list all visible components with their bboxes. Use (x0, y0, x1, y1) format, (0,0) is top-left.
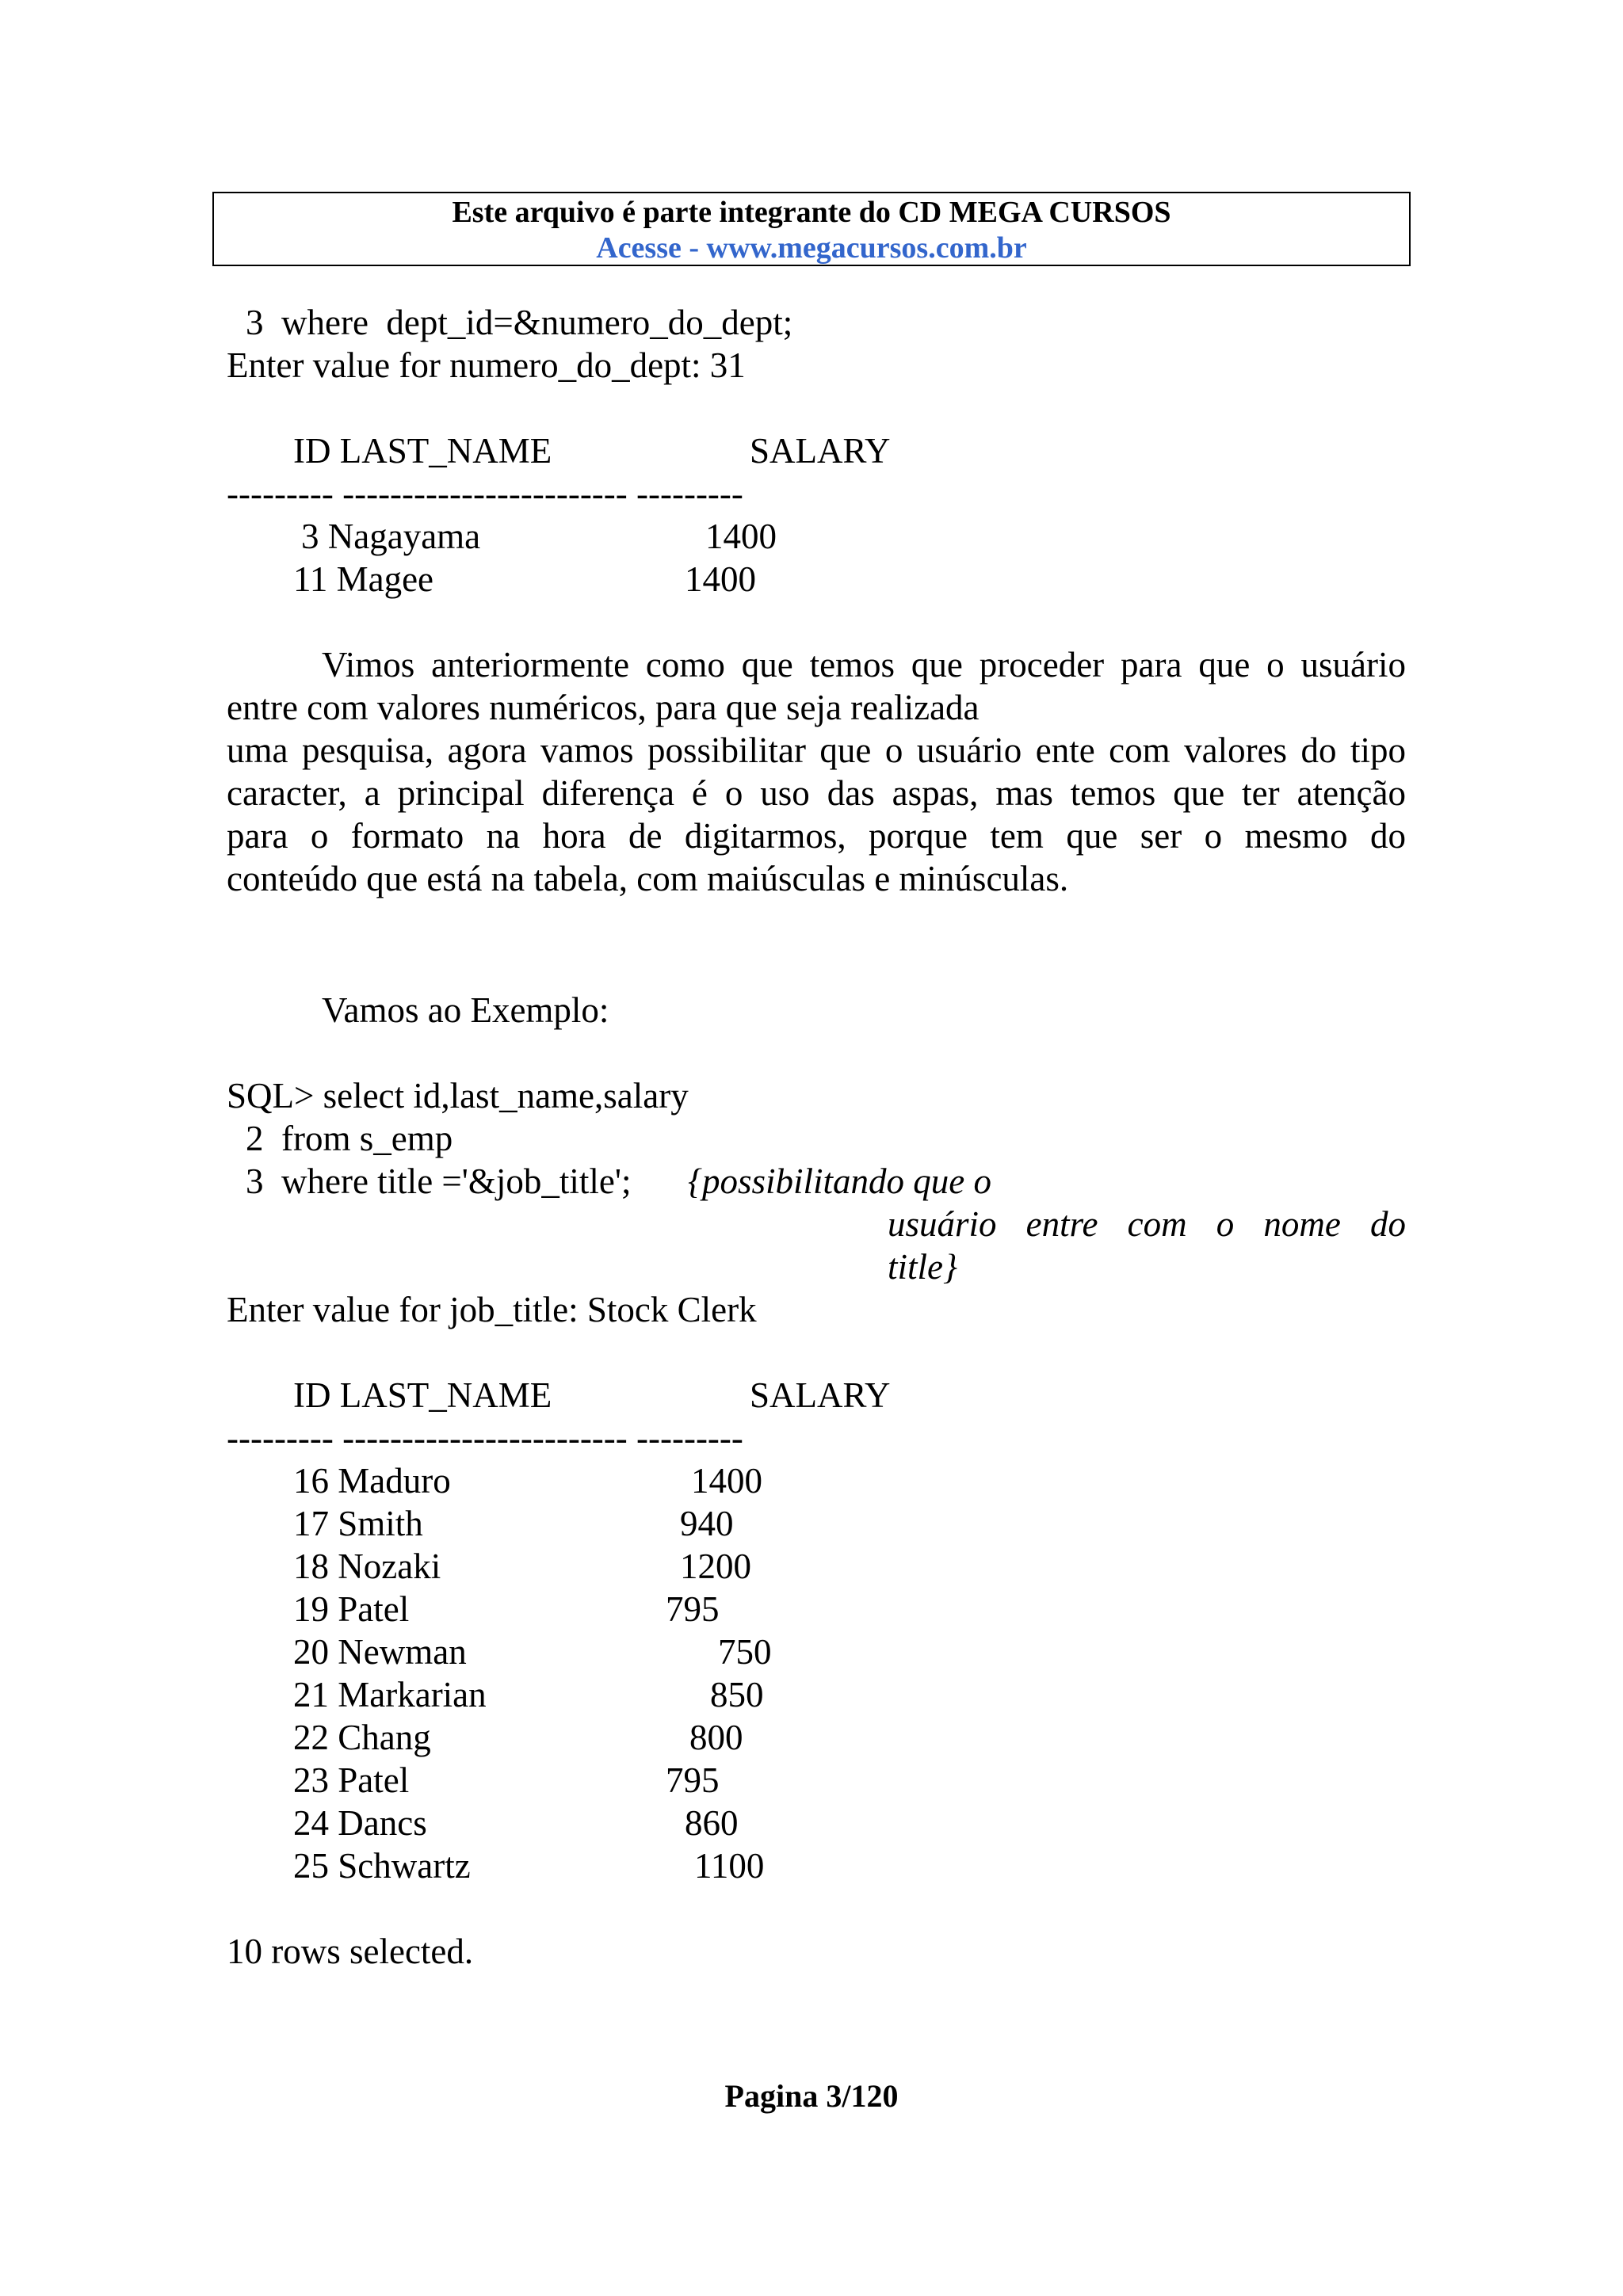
header-title: Este arquivo é parte integrante do CD MEGA CURSOS (452, 196, 1171, 229)
query1-line3: 3 where dept_id=&numero_do_dept; (246, 303, 793, 342)
example-title: Vamos ao Exemplo: (322, 990, 609, 1030)
table-row-salary: 860 (685, 1803, 739, 1843)
table-row-name: 23 Patel (293, 1760, 410, 1800)
table-row-name: 16 Maduro (293, 1461, 451, 1501)
table-row-name: 19 Patel (293, 1589, 410, 1629)
paragraph-line: para o formato na hora de digitarmos, porque tem que ser o mesmo do (227, 816, 1406, 856)
table-row-name: 11 Magee (293, 559, 434, 599)
paragraph-line: entre com valores numéricos, para que seja realizada (227, 688, 980, 727)
table-row-salary: 1200 (680, 1547, 751, 1586)
query2-comment (888, 1203, 1406, 1288)
table-row-name: 24 Dancs (293, 1803, 427, 1843)
table-row-name: 22 Chang (293, 1718, 431, 1757)
query2-line2: 2 from s_emp (246, 1119, 453, 1158)
rows-selected-text: 10 rows selected. (227, 1932, 474, 1971)
table-row-name: 3 Nagayama (301, 517, 481, 556)
table-row-salary: 750 (718, 1632, 772, 1672)
query2-col-header: ID LAST_NAME (293, 1375, 552, 1415)
query2-separator: --------- ------------------------ --------- (227, 1418, 743, 1458)
comment-line: title} (888, 1247, 957, 1287)
table-row-name: 25 Schwartz (293, 1846, 471, 1886)
table-row-name: 20 Newman (293, 1632, 467, 1672)
table-row-salary: 1400 (705, 517, 777, 556)
table-row-name: 18 Nozaki (293, 1547, 441, 1586)
query2-comment-start: {possibilitando que o (688, 1161, 992, 1201)
query1-col-salary: SALARY (750, 431, 891, 471)
table-row-salary: 795 (666, 1589, 720, 1629)
paragraph-line: caracter, a principal diferença é o uso das aspas, mas temos que ter atenção (227, 773, 1406, 813)
table-row-salary: 800 (689, 1718, 743, 1757)
header-box (212, 192, 1411, 266)
table-row-salary: 940 (680, 1504, 734, 1543)
query1-prompt: Enter value for numero_do_dept: 31 (227, 345, 746, 385)
table-row-name: 17 Smith (293, 1504, 423, 1543)
query2-line1: SQL> select id,last_name,salary (227, 1076, 689, 1116)
header-link[interactable]: Acesse - www.megacursos.com.br (596, 231, 1027, 265)
table-row-salary: 795 (666, 1760, 720, 1800)
table-row-salary: 1400 (685, 559, 756, 599)
paragraph-line: Vimos anteriormente como que temos que proceder para que o usuário (322, 645, 1406, 685)
table-row-name: 21 Markarian (293, 1675, 487, 1714)
query1-separator: --------- ------------------------ --------- (227, 474, 743, 513)
table-row-salary: 1400 (691, 1461, 762, 1501)
paragraph-line: conteúdo que está na tabela, com maiúsculas e minúsculas. (227, 859, 1069, 898)
query2-col-salary: SALARY (750, 1375, 891, 1415)
table-row-salary: 850 (710, 1675, 764, 1714)
page-number: Pagina 3/120 (724, 2078, 899, 2114)
paragraph-line: uma pesquisa, agora vamos possibilitar que o usuário ente com valores do tipo (227, 730, 1406, 770)
query2-line3: 3 where title ='&job_title'; (246, 1161, 632, 1201)
query2-prompt: Enter value for job_title: Stock Clerk (227, 1290, 757, 1329)
body-paragraph (227, 643, 1406, 900)
query1-col-header: ID LAST_NAME (293, 431, 552, 471)
comment-line: usuário entre com o nome do (888, 1204, 1406, 1244)
table-row-salary: 1100 (694, 1846, 765, 1886)
